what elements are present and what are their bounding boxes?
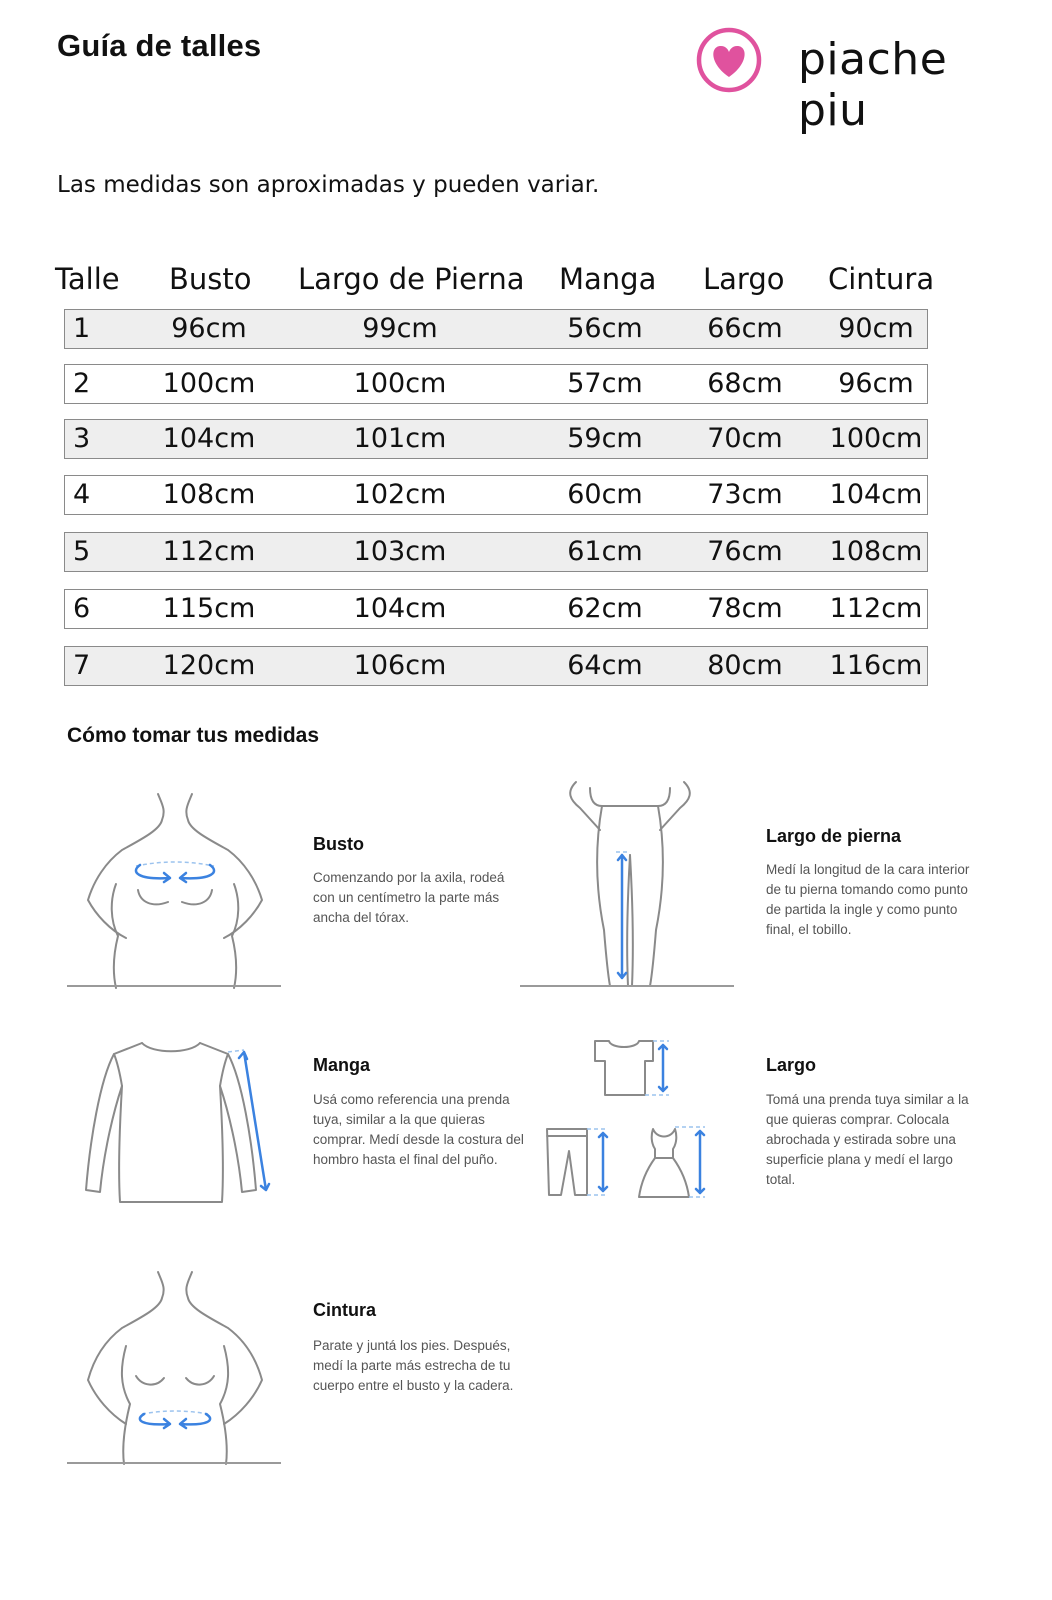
column-header-largo: Largo: [703, 262, 785, 296]
ground-line: [67, 1462, 281, 1464]
cell-busto: 100cm: [162, 368, 256, 399]
ground-line: [520, 985, 734, 987]
cell-largo-de-pierna: 99cm: [362, 313, 438, 344]
table-row: [64, 589, 928, 629]
guide-text-busto: Comenzando por la axila, rodeá con un centímetro la parte más ancha del tórax.: [313, 870, 505, 925]
cell-largo: 80cm: [707, 650, 783, 681]
cell-talle: 5: [73, 536, 91, 567]
cell-busto: 120cm: [162, 650, 256, 681]
cell-largo-de-pierna: 101cm: [353, 423, 447, 454]
table-row: [64, 364, 928, 404]
cell-cintura: 90cm: [838, 313, 914, 344]
cell-manga: 62cm: [567, 593, 643, 624]
ground-line: [67, 985, 281, 987]
cell-talle: 6: [73, 593, 91, 624]
cell-busto: 112cm: [162, 536, 256, 567]
brand-name: piache piu: [798, 34, 948, 136]
cell-manga: 56cm: [567, 313, 643, 344]
page-title: Guía de talles: [57, 28, 262, 63]
leg-figure-icon: [560, 780, 700, 988]
cell-talle: 2: [73, 368, 91, 399]
cell-cintura: 108cm: [829, 536, 923, 567]
cell-largo-de-pierna: 103cm: [353, 536, 447, 567]
bust-figure-icon: [80, 790, 270, 990]
cell-largo-de-pierna: 106cm: [353, 650, 447, 681]
guide-text-largo-de-pierna: Medí la longitud de la cara interior de tu pierna tomando como punto de partida la ingle y como punto final, el tobillo.: [766, 862, 970, 937]
cell-talle: 4: [73, 479, 91, 510]
cell-largo-de-pierna: 104cm: [353, 593, 447, 624]
table-row: [64, 419, 928, 459]
cell-manga: 57cm: [567, 368, 643, 399]
cell-largo: 78cm: [707, 593, 783, 624]
cell-busto: 96cm: [171, 313, 247, 344]
cell-talle: 7: [73, 650, 91, 681]
table-row: [64, 532, 928, 572]
disclaimer-text: Las medidas son aproximadas y pueden variar.: [57, 172, 600, 198]
cell-cintura: 104cm: [829, 479, 923, 510]
table-row: [64, 475, 928, 515]
cell-cintura: 100cm: [829, 423, 923, 454]
brand-logo: [714, 28, 1004, 136]
cell-largo: 66cm: [707, 313, 783, 344]
table-row: [64, 646, 928, 686]
cell-cintura: 112cm: [829, 593, 923, 624]
cell-manga: 64cm: [567, 650, 643, 681]
section-title: Cómo tomar tus medidas: [67, 724, 320, 747]
heart-logo-icon: [696, 27, 766, 97]
cell-cintura: 96cm: [838, 368, 914, 399]
guide-title-largo: Largo: [766, 1055, 817, 1075]
column-header-busto: Busto: [169, 262, 252, 296]
cell-busto: 108cm: [162, 479, 256, 510]
column-header-largo-de-pierna: Largo de Pierna: [298, 262, 525, 296]
cell-largo: 76cm: [707, 536, 783, 567]
table-row: [64, 309, 928, 349]
cell-busto: 104cm: [162, 423, 256, 454]
cell-talle: 3: [73, 423, 91, 454]
cell-largo-de-pierna: 102cm: [353, 479, 447, 510]
guide-title-busto: Busto: [313, 834, 364, 854]
column-header-cintura: Cintura: [828, 262, 935, 296]
guide-title-manga: Manga: [313, 1055, 371, 1075]
waist-figure-icon: [80, 1268, 270, 1466]
guide-title-largo-de-pierna: Largo de pierna: [766, 826, 902, 846]
cell-largo-de-pierna: 100cm: [353, 368, 447, 399]
cell-manga: 59cm: [567, 423, 643, 454]
cell-manga: 61cm: [567, 536, 643, 567]
guide-text-manga: Usá como referencia una prenda tuya, similar a la que quieras comprar. Medí desde la costura del hombro hasta el final del puño.: [313, 1092, 524, 1167]
column-header-talle: Talle: [55, 262, 120, 296]
column-header-manga: Manga: [559, 262, 657, 296]
cell-cintura: 116cm: [829, 650, 923, 681]
sleeve-shirt-icon: [84, 1040, 284, 1210]
guide-text-cintura: Parate y juntá los pies. Después, medí la parte más estrecha de tu cuerpo entre el busto y la cadera.: [313, 1338, 514, 1393]
guide-title-cintura: Cintura: [313, 1300, 376, 1320]
cell-busto: 115cm: [162, 593, 256, 624]
cell-largo: 73cm: [707, 479, 783, 510]
cell-largo: 70cm: [707, 423, 783, 454]
garments-length-icon: [545, 1035, 720, 1205]
cell-talle: 1: [73, 313, 91, 344]
guide-text-largo: Tomá una prenda tuya similar a la que quieras comprar. Colocala abrochada y estirada sobre una superficie plana y medí el largo total.: [766, 1092, 969, 1187]
cell-largo: 68cm: [707, 368, 783, 399]
cell-manga: 60cm: [567, 479, 643, 510]
